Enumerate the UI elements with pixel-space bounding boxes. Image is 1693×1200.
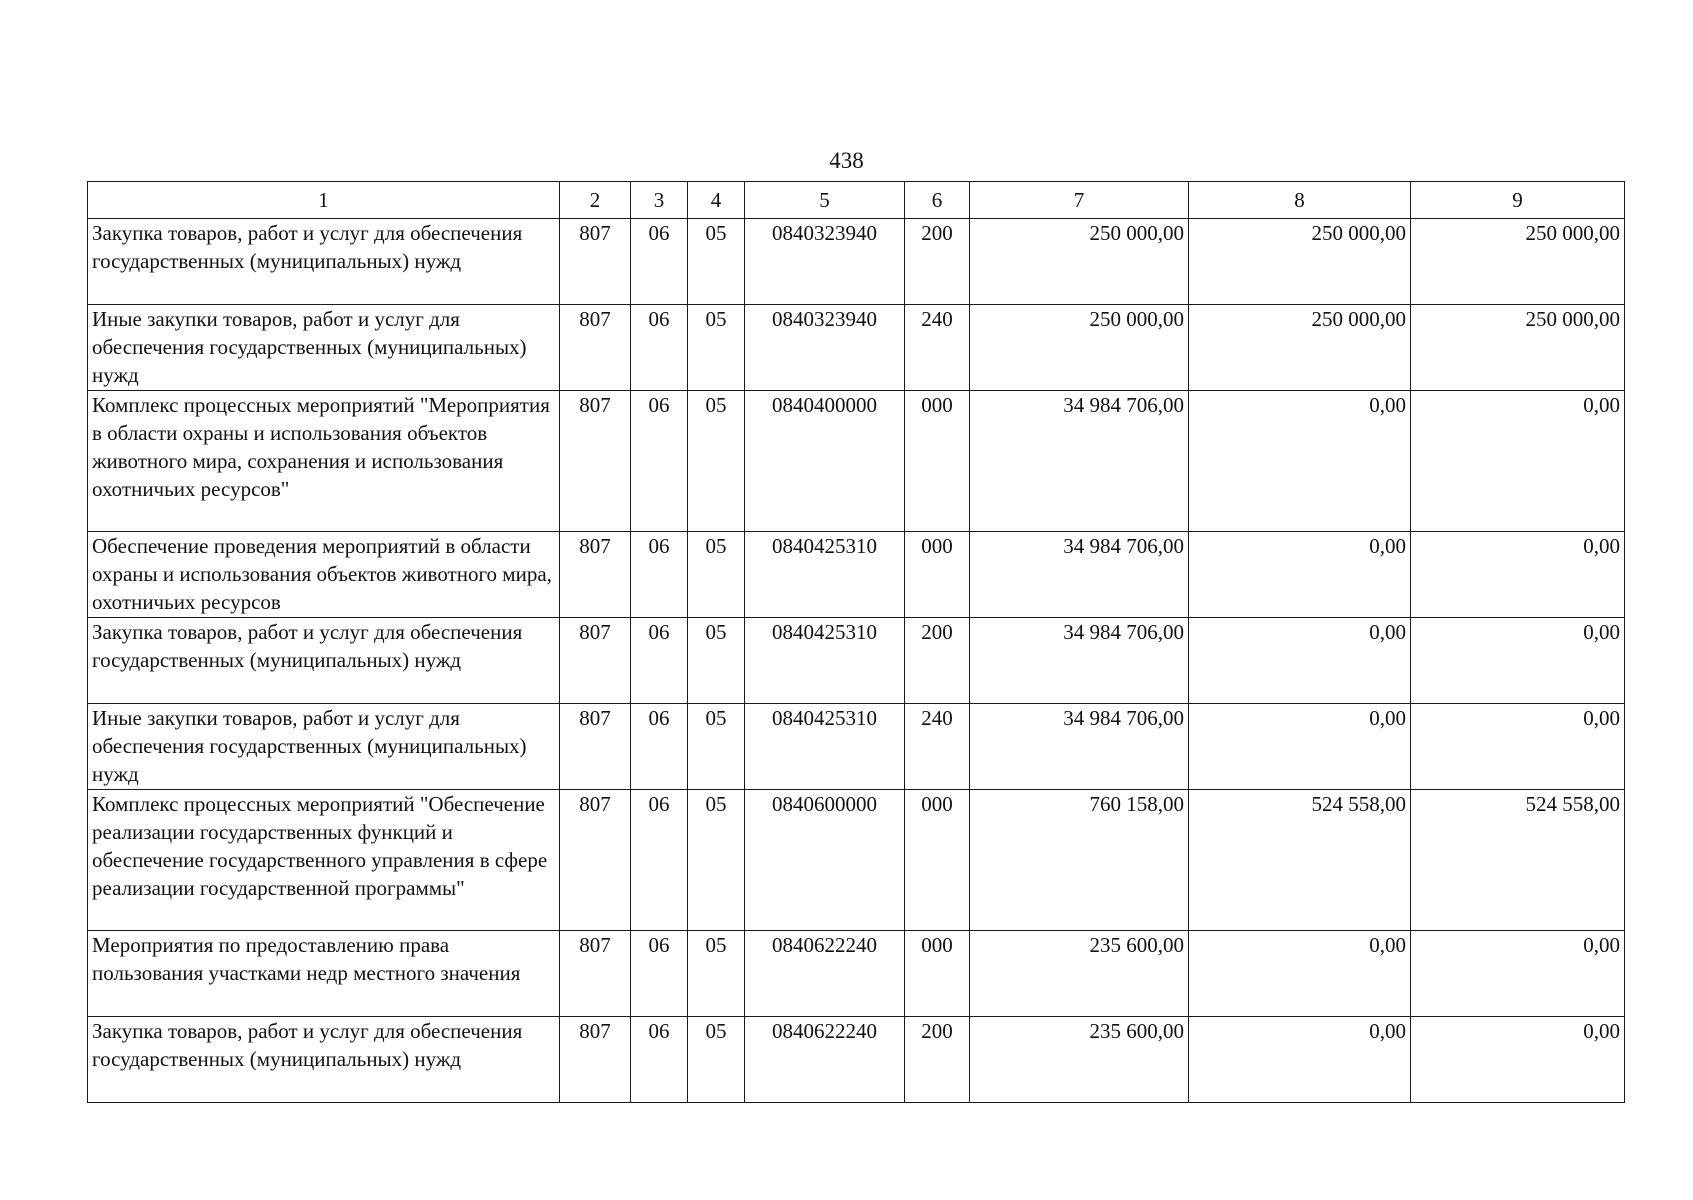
table-row (88, 618, 1625, 704)
row-expense-type: 000 (905, 790, 970, 931)
row-section-code: 06 (631, 618, 688, 704)
row-target-code: 0840622240 (745, 1017, 905, 1103)
table-row (88, 305, 1625, 391)
row-subsection-code: 05 (688, 704, 745, 790)
row-amount-col9: 0,00 (1411, 1017, 1625, 1103)
row-section-code: 06 (631, 532, 688, 618)
row-subsection-code: 05 (688, 219, 745, 305)
row-amount-col8: 0,00 (1189, 618, 1411, 704)
row-target-code: 0840323940 (745, 219, 905, 305)
row-name: Закупка товаров, работ и услуг для обеспечения государственных (муниципальных) нужд (88, 618, 560, 704)
row-expense-type: 240 (905, 305, 970, 391)
budget-table (87, 181, 1625, 1103)
row-amount-col7: 760 158,00 (970, 790, 1189, 931)
row-expense-type: 200 (905, 219, 970, 305)
row-subsection-code: 05 (688, 618, 745, 704)
row-subsection-code: 05 (688, 305, 745, 391)
row-expense-type: 200 (905, 1017, 970, 1103)
table-row (88, 704, 1625, 790)
row-ministry-code: 807 (560, 618, 631, 704)
header-col-4: 4 (688, 182, 745, 219)
row-name: Обеспечение проведения мероприятий в области охраны и использования объектов животного мира, охотничьих ресурсов (88, 532, 560, 618)
row-amount-col9: 0,00 (1411, 618, 1625, 704)
row-amount-col8: 250 000,00 (1189, 305, 1411, 391)
row-name: Иные закупки товаров, работ и услуг для обеспечения государственных (муниципальных) нужд (88, 305, 560, 391)
table-header-row (88, 182, 1625, 219)
row-amount-col7: 250 000,00 (970, 219, 1189, 305)
row-target-code: 0840425310 (745, 704, 905, 790)
row-amount-col9: 250 000,00 (1411, 305, 1625, 391)
header-col-7: 7 (970, 182, 1189, 219)
row-expense-type: 000 (905, 532, 970, 618)
row-target-code: 0840622240 (745, 931, 905, 1017)
row-name: Комплекс процессных мероприятий "Мероприятия в области охраны и использования объектов животного мира, сохранения и использования охотничьих ресурсов" (88, 391, 560, 532)
row-ministry-code: 807 (560, 790, 631, 931)
row-amount-col9: 0,00 (1411, 532, 1625, 618)
row-ministry-code: 807 (560, 532, 631, 618)
row-ministry-code: 807 (560, 931, 631, 1017)
row-ministry-code: 807 (560, 391, 631, 532)
row-subsection-code: 05 (688, 931, 745, 1017)
row-ministry-code: 807 (560, 1017, 631, 1103)
row-name: Иные закупки товаров, работ и услуг для обеспечения государственных (муниципальных) нужд (88, 704, 560, 790)
header-col-5: 5 (745, 182, 905, 219)
row-expense-type: 240 (905, 704, 970, 790)
row-expense-type: 000 (905, 931, 970, 1017)
row-amount-col8: 524 558,00 (1189, 790, 1411, 931)
row-section-code: 06 (631, 391, 688, 532)
row-amount-col7: 34 984 706,00 (970, 618, 1189, 704)
row-amount-col8: 0,00 (1189, 704, 1411, 790)
row-expense-type: 200 (905, 618, 970, 704)
table-row (88, 790, 1625, 931)
row-amount-col9: 0,00 (1411, 931, 1625, 1017)
row-section-code: 06 (631, 931, 688, 1017)
table-row (88, 532, 1625, 618)
table-row (88, 931, 1625, 1017)
row-name: Закупка товаров, работ и услуг для обеспечения государственных (муниципальных) нужд (88, 1017, 560, 1103)
row-amount-col8: 0,00 (1189, 532, 1411, 618)
header-col-8: 8 (1189, 182, 1411, 219)
row-amount-col7: 235 600,00 (970, 1017, 1189, 1103)
row-name: Комплекс процессных мероприятий "Обеспечение реализации государственных функций и обеспечение государственного управления в сфере реализации государственной программы" (88, 790, 560, 931)
row-section-code: 06 (631, 704, 688, 790)
row-amount-col7: 250 000,00 (970, 305, 1189, 391)
row-amount-col8: 0,00 (1189, 1017, 1411, 1103)
row-amount-col9: 0,00 (1411, 391, 1625, 532)
row-amount-col8: 0,00 (1189, 931, 1411, 1017)
row-amount-col8: 0,00 (1189, 391, 1411, 532)
row-amount-col7: 235 600,00 (970, 931, 1189, 1017)
table-row (88, 219, 1625, 305)
page-number-text: 438 (829, 148, 864, 173)
row-section-code: 06 (631, 219, 688, 305)
page-number (0, 148, 1693, 174)
row-amount-col7: 34 984 706,00 (970, 532, 1189, 618)
row-subsection-code: 05 (688, 532, 745, 618)
table-row (88, 1017, 1625, 1103)
row-target-code: 0840400000 (745, 391, 905, 532)
row-ministry-code: 807 (560, 305, 631, 391)
row-target-code: 0840600000 (745, 790, 905, 931)
row-amount-col9: 0,00 (1411, 704, 1625, 790)
table-row (88, 391, 1625, 532)
row-name: Закупка товаров, работ и услуг для обеспечения государственных (муниципальных) нужд (88, 219, 560, 305)
row-section-code: 06 (631, 1017, 688, 1103)
row-subsection-code: 05 (688, 391, 745, 532)
header-col-9: 9 (1411, 182, 1625, 219)
row-amount-col8: 250 000,00 (1189, 219, 1411, 305)
row-amount-col7: 34 984 706,00 (970, 704, 1189, 790)
row-target-code: 0840425310 (745, 532, 905, 618)
row-ministry-code: 807 (560, 219, 631, 305)
row-section-code: 06 (631, 790, 688, 931)
row-target-code: 0840323940 (745, 305, 905, 391)
row-amount-col7: 34 984 706,00 (970, 391, 1189, 532)
row-target-code: 0840425310 (745, 618, 905, 704)
header-col-6: 6 (905, 182, 970, 219)
row-section-code: 06 (631, 305, 688, 391)
row-subsection-code: 05 (688, 1017, 745, 1103)
header-col-2: 2 (560, 182, 631, 219)
row-ministry-code: 807 (560, 704, 631, 790)
row-name: Мероприятия по предоставлению права пользования участками недр местного значения (88, 931, 560, 1017)
row-subsection-code: 05 (688, 790, 745, 931)
header-col-1: 1 (88, 182, 560, 219)
row-amount-col9: 250 000,00 (1411, 219, 1625, 305)
row-expense-type: 000 (905, 391, 970, 532)
header-col-3: 3 (631, 182, 688, 219)
row-amount-col9: 524 558,00 (1411, 790, 1625, 931)
